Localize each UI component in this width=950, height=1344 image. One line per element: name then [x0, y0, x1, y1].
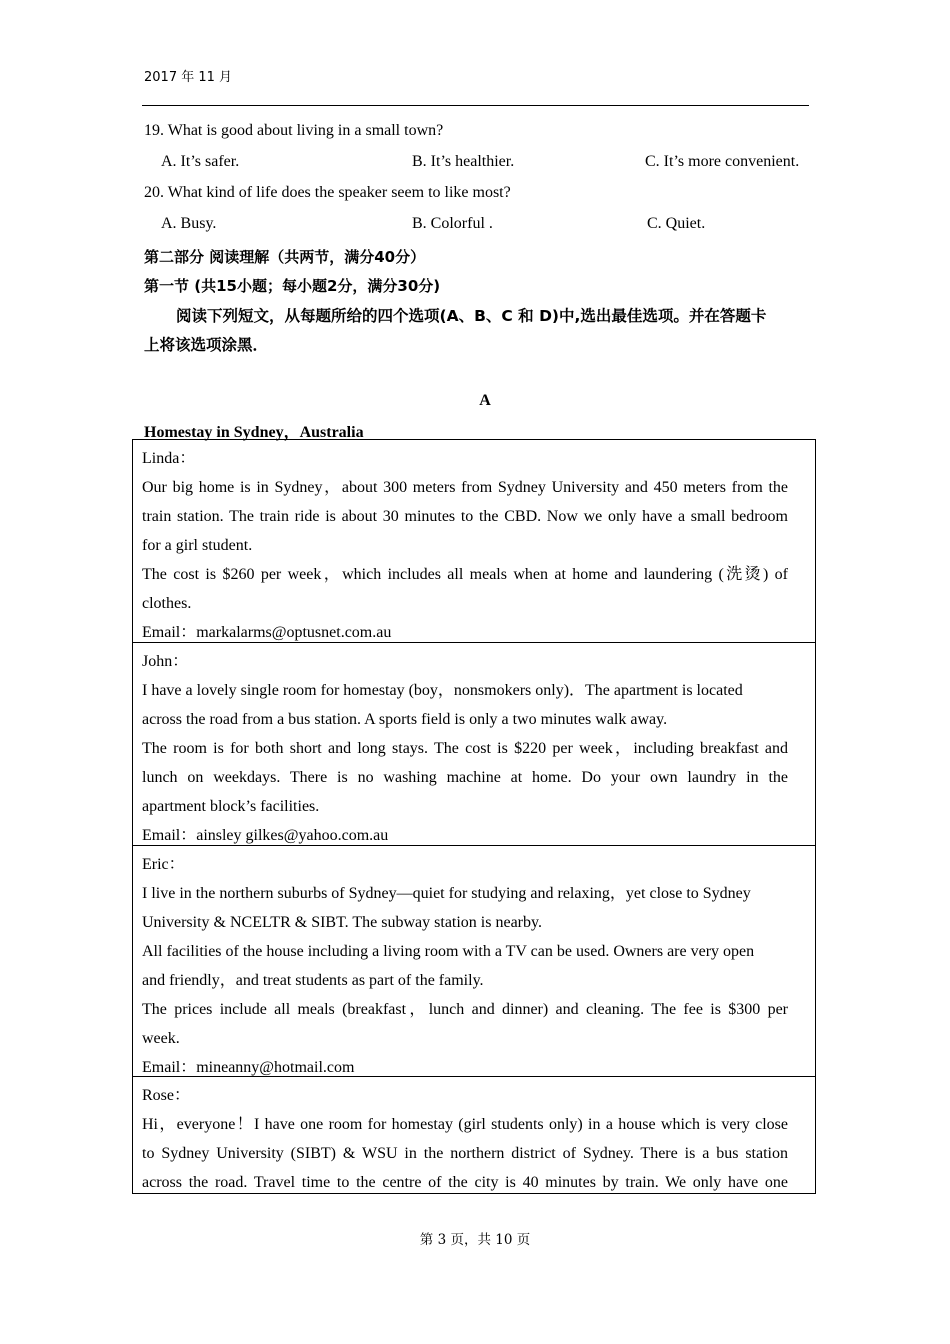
instruction-line-2: 上将该选项涂黑． [144, 336, 269, 354]
entry-line: The prices include all meals (breakfast，lunch and dinner) and cleaning. The fee is $300 per [142, 1001, 788, 1018]
passage-title: Homestay in Sydney，Australia [144, 424, 364, 441]
entry-line: I live in the northern suburbs of Sydney—quiet for studying and relaxing，yet close to Sydney [142, 885, 751, 902]
entry-email: Email：ainsley gilkes@yahoo.com.au [142, 827, 389, 844]
entry-line: I have a lovely single room for homestay (boy，nonsmokers only)．The apartment is located [142, 682, 743, 699]
entry-line: Our big home is in Sydney，about 300 meters from Sydney University and 450 meters from the [142, 479, 788, 496]
question-20-option-b: B. Colorful . [412, 215, 493, 232]
part-title: 第二部分 阅读理解（共两节，满分40分） [144, 248, 426, 266]
section-subtitle: 第一节 (共15小题；每小题2分，满分30分) [144, 277, 441, 295]
entry-line: across the road. Travel time to the centre of the city is 40 minutes by train. We only have one [142, 1174, 788, 1191]
entry-name: John： [142, 653, 189, 670]
question-20-option-c: C. Quiet. [647, 215, 706, 232]
entry-email: Email：markalarms@optusnet.com.au [142, 624, 392, 641]
entry-line: apartment block’s facilities. [142, 798, 320, 815]
question-19-option-b: B. It’s healthier. [412, 153, 515, 170]
entry-line: The room is for both short and long stays. The cost is $220 per week，including breakfast and [142, 740, 788, 757]
entry-john [142, 647, 788, 850]
entry-line: to Sydney University (SIBT) & WSU in the northern district of Sydney. There is a bus station [142, 1145, 788, 1162]
entry-line: University & NCELTR & SIBT. The subway station is nearby. [142, 914, 542, 931]
passage-label: A [479, 392, 491, 409]
question-20-stem: 20. What kind of life does the speaker seem to like most? [144, 184, 511, 201]
header-date: 2017 年 11 月 [144, 70, 233, 85]
entry-email: Email：mineanny@hotmail.com [142, 1059, 355, 1076]
header-divider [142, 105, 809, 106]
entry-line: and friendly，and treat students as part of the family. [142, 972, 484, 989]
entry-name: Rose： [142, 1087, 191, 1104]
entry-linda [142, 444, 788, 647]
entry-line: lunch on weekdays. There is no washing machine at home. Do your own laundry in the [142, 769, 788, 786]
entry-line: train station. The train ride is about 30 minutes to the CBD. Now we only have a small bedroom [142, 508, 788, 525]
entry-name: Eric： [142, 856, 185, 873]
entry-line: Hi，everyone！I have one room for homestay (girl students only) in a house which is very close [142, 1116, 788, 1133]
instruction-line-1: 阅读下列短文，从每题所给的四个选项(A、B、C 和 D)中,选出最佳选项。并在答题卡 [176, 307, 767, 325]
question-19-option-c: C. It’s more convenient. [645, 153, 800, 170]
entry-line: The cost is $260 per week，which includes all meals when at home and laundering (洗烫) of [142, 566, 788, 583]
entry-line: clothes. [142, 595, 192, 612]
entry-line: week. [142, 1030, 180, 1047]
entry-line: for a girl student. [142, 537, 253, 554]
entry-rose [142, 1081, 788, 1197]
page-number: 第 3 页，共 10 页 [419, 1232, 531, 1248]
entry-line: across the road from a bus station. A sports field is only a two minutes walk away. [142, 711, 668, 728]
entry-name: Linda： [142, 450, 196, 467]
question-19-stem: 19. What is good about living in a small town? [144, 122, 444, 139]
question-20-option-a: A. Busy. [161, 215, 217, 232]
entry-line: All facilities of the house including a living room with a TV can be used. Owners are very open [142, 943, 755, 960]
question-19-option-a: A. It’s safer. [161, 153, 240, 170]
entry-eric [142, 850, 788, 1082]
